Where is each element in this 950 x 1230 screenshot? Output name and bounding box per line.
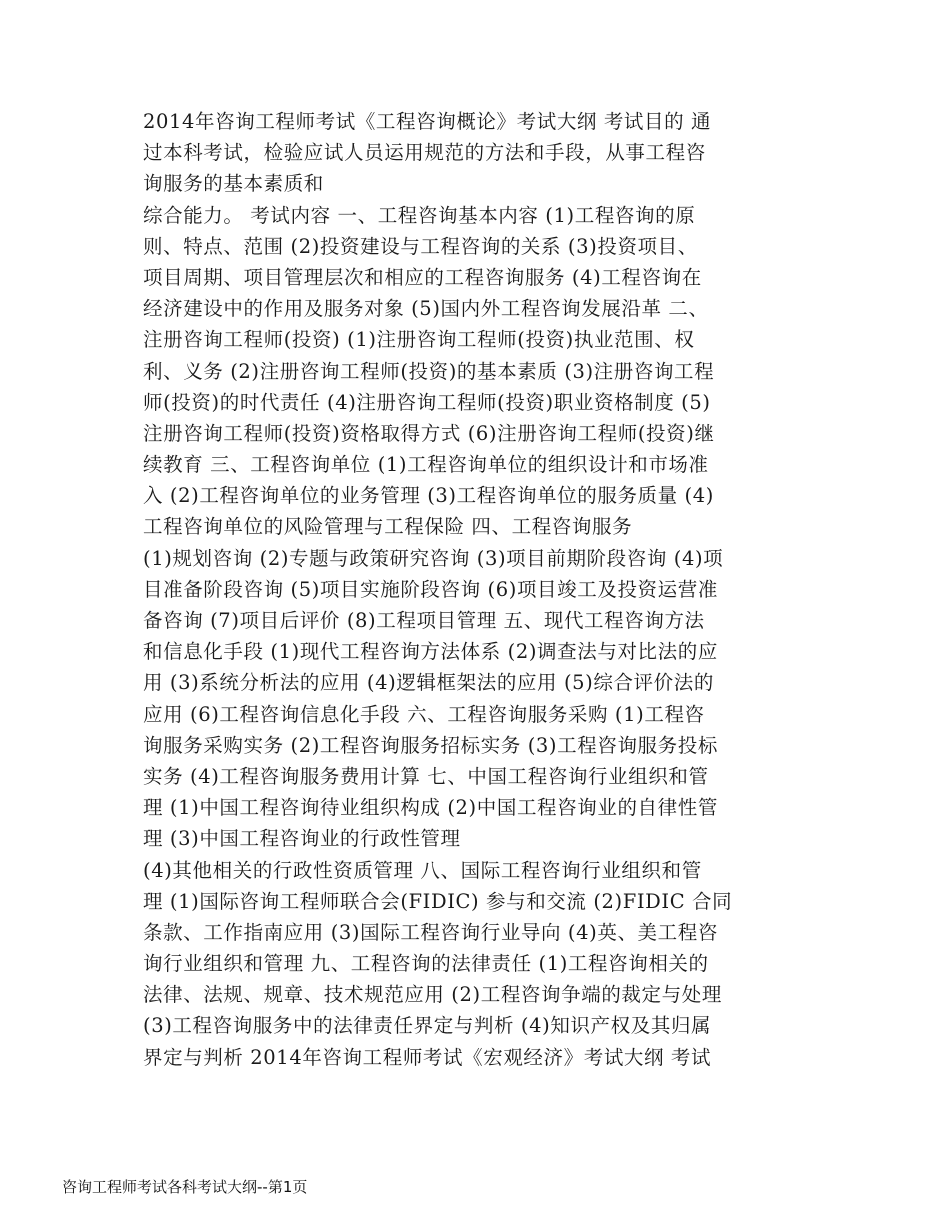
text-line: 理 (1)国际咨询工程师联合会(FIDIC) 参与和交流 (2)FIDIC 合同 [143, 889, 733, 913]
text-line: 用 (3)系统分析法的应用 (4)逻辑框架法的应用 (5)综合评价法的 [143, 671, 714, 695]
text-line: 则、特点、范围 (2)投资建设与工程咨询的关系 (3)投资项目、 [143, 234, 698, 258]
text-line: 询行业组织和管理 九、工程咨询的法律责任 (1)工程咨询相关的 [143, 952, 709, 976]
text-line: 项目周期、项目管理层次和相应的工程咨询服务 (4)工程咨询在 [143, 265, 702, 289]
text-line: (4)其他相关的行政性资质管理 八、国际工程咨询行业组织和管 [143, 858, 702, 882]
text-line: 条款、工作指南应用 (3)国际工程咨询行业导向 (4)英、美工程咨 [143, 920, 718, 944]
text-line: 询服务的基本素质和 [143, 172, 324, 196]
text-line: 界定与判析 2014年咨询工程师考试《宏观经济》考试大纲 考试 [143, 1045, 712, 1069]
text-line: 工程咨询单位的风险管理与工程保险 四、工程咨询服务 [143, 515, 633, 539]
text-line: 实务 (4)工程咨询服务费用计算 七、中国工程咨询行业组织和管 [143, 764, 709, 788]
text-line: (3)工程咨询服务中的法律责任界定与判析 (4)知识产权及其归属 [143, 1014, 712, 1038]
text-line: 过本科考试，检验应试人员运用规范的方法和手段，从事工程咨 [143, 141, 706, 165]
text-line: 和信息化手段 (1)现代工程咨询方法体系 (2)调查法与对比法的应 [143, 640, 718, 664]
text-line: 续教育 三、工程咨询单位 (1)工程咨询单位的组织设计和市场准 [143, 453, 709, 477]
text-line: 询服务采购实务 (2)工程咨询服务招标实务 (3)工程咨询服务投标 [143, 733, 718, 757]
text-line: 应用 (6)工程咨询信息化手段 六、工程咨询服务采购 (1)工程咨 [143, 702, 705, 726]
text-line: 综合能力。 考试内容 一、工程咨询基本内容 (1)工程咨询的原 [143, 203, 696, 227]
text-line: (1)规划咨询 (2)专题与政策研究咨询 (3)项目前期阶段咨询 (4)项 [143, 546, 724, 570]
text-line: 注册咨询工程师(投资)资格取得方式 (6)注册咨询工程师(投资)继 [143, 421, 715, 445]
text-line: 备咨询 (7)项目后评价 (8)工程项目管理 五、现代工程咨询方法 [143, 609, 705, 632]
page-footer: 咨询工程师考试各科考试大纲--第1页 [62, 1178, 308, 1196]
text-line: 注册咨询工程师(投资) (1)注册咨询工程师(投资)执业范围、权 [143, 328, 695, 352]
text-line: 2014年咨询工程师考试《工程咨询概论》考试大纲 考试目的 通 [143, 110, 712, 133]
text-line: 利、义务 (2)注册咨询工程师(投资)的基本素质 (3)注册咨询工程 [143, 359, 715, 383]
text-line: 理 (1)中国工程咨询待业组织构成 (2)中国工程咨询业的自律性管 [143, 796, 718, 820]
text-line: 目准备阶段咨询 (5)项目实施阶段咨询 (6)项目竣工及投资运营准 [143, 577, 718, 601]
text-line: 法律、法规、规章、技术规范应用 (2)工程咨询争端的裁定与处理 [143, 983, 722, 1007]
text-line: 师(投资)的时代责任 (4)注册咨询工程师(投资)职业资格制度 (5) [143, 390, 711, 414]
document-body [143, 106, 815, 1073]
text-line: 经济建设中的作用及服务对象 (5)国内外工程咨询发展沿革 二、 [143, 297, 709, 321]
text-line: 入 (2)工程咨询单位的业务管理 (3)工程咨询单位的服务质量 (4) [143, 484, 714, 508]
text-line: 理 (3)中国工程咨询业的行政性管理 [143, 827, 461, 851]
